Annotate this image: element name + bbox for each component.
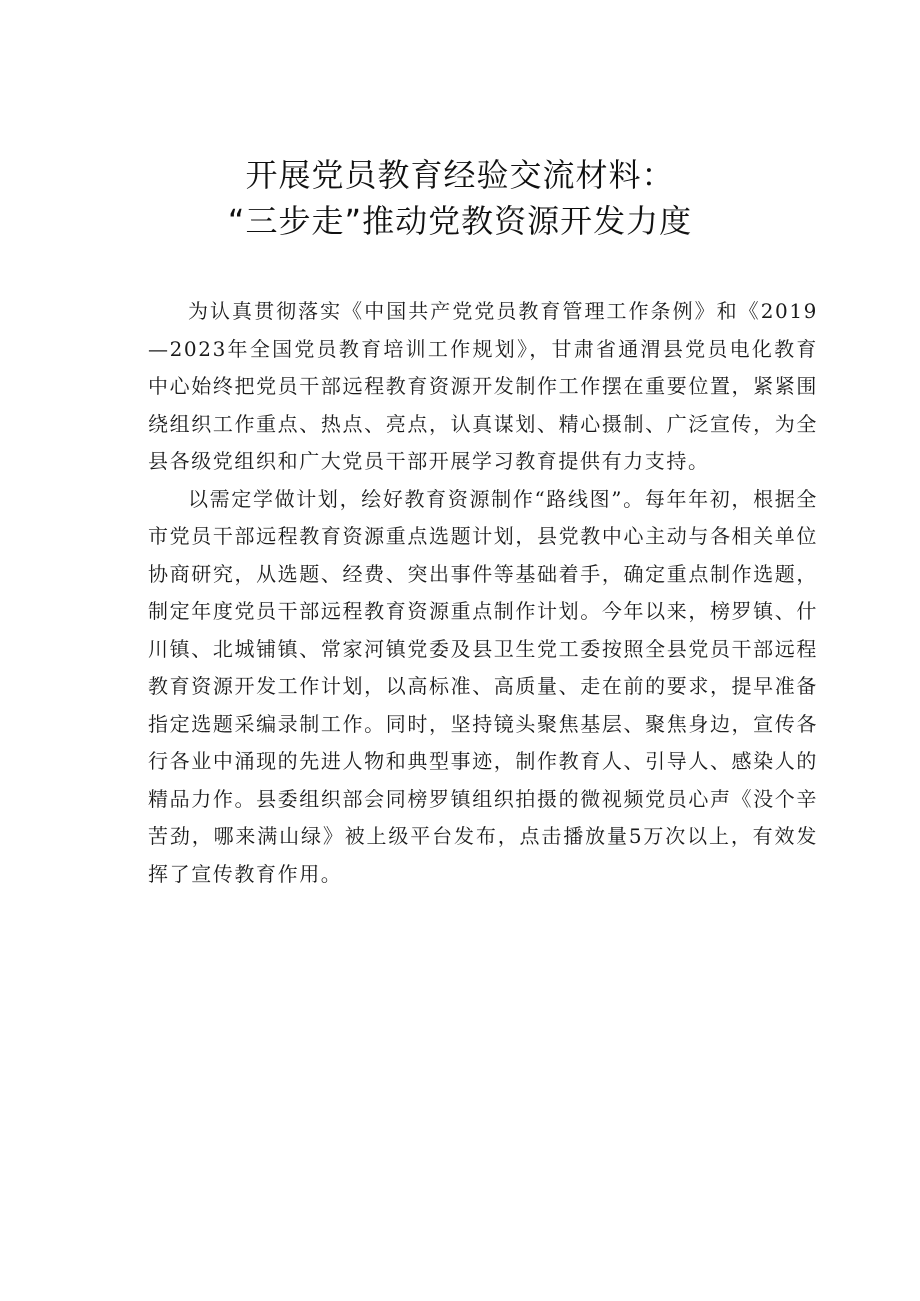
title-line-1: 开展党员教育经验交流材料： (245, 156, 675, 194)
paragraph-intro: 为认真贯彻落实《中国共产党党员教育管理工作条例》和《2019—2023年全国党员教育培训工作规划》，甘肃省通渭县党员电化教育中心始终把党员干部远程教育资源开发制作工作摆在重要位置，紧紧围绕组织工作重点、热点、亮点，认真谋划、精心摄制、广泛宣传，为全县各级党组织和广大党员干部开展学习教育提供有力支持。 (148, 299, 818, 473)
title-line-2: “三步走”推动党教资源开发力度 (227, 202, 693, 240)
document-body (148, 293, 818, 893)
document-title (0, 152, 920, 244)
paragraph-planning: 以需定学做计划，绘好教育资源制作“路线图”。每年年初，根据全市党员干部远程教育资源重点选题计划，县党教中心主动与各相关单位协商研究，从选题、经费、突出事件等基础着手，确定重点制作选题，制定年度党员干部远程教育资源重点制作计划。今年以来，榜罗镇、什川镇、北城铺镇、常家河镇党委及县卫生党工委按照全县党员干部远程教育资源开发工作计划，以高标准、高质量、走在前的要求，提早准备指定选题采编录制工作。同时，坚持镜头聚焦基层、聚焦身边，宣传各行各业中涌现的先进人物和典型事迹，制作教育人、引导人、感染人的精品力作。县委组织部会同榜罗镇组织拍摄的微视频党员心声《没个辛苦劲，哪来满山绿》被上级平台发布，点击播放量5万次以上，有效发挥了宣传教育作用。 (148, 486, 818, 886)
